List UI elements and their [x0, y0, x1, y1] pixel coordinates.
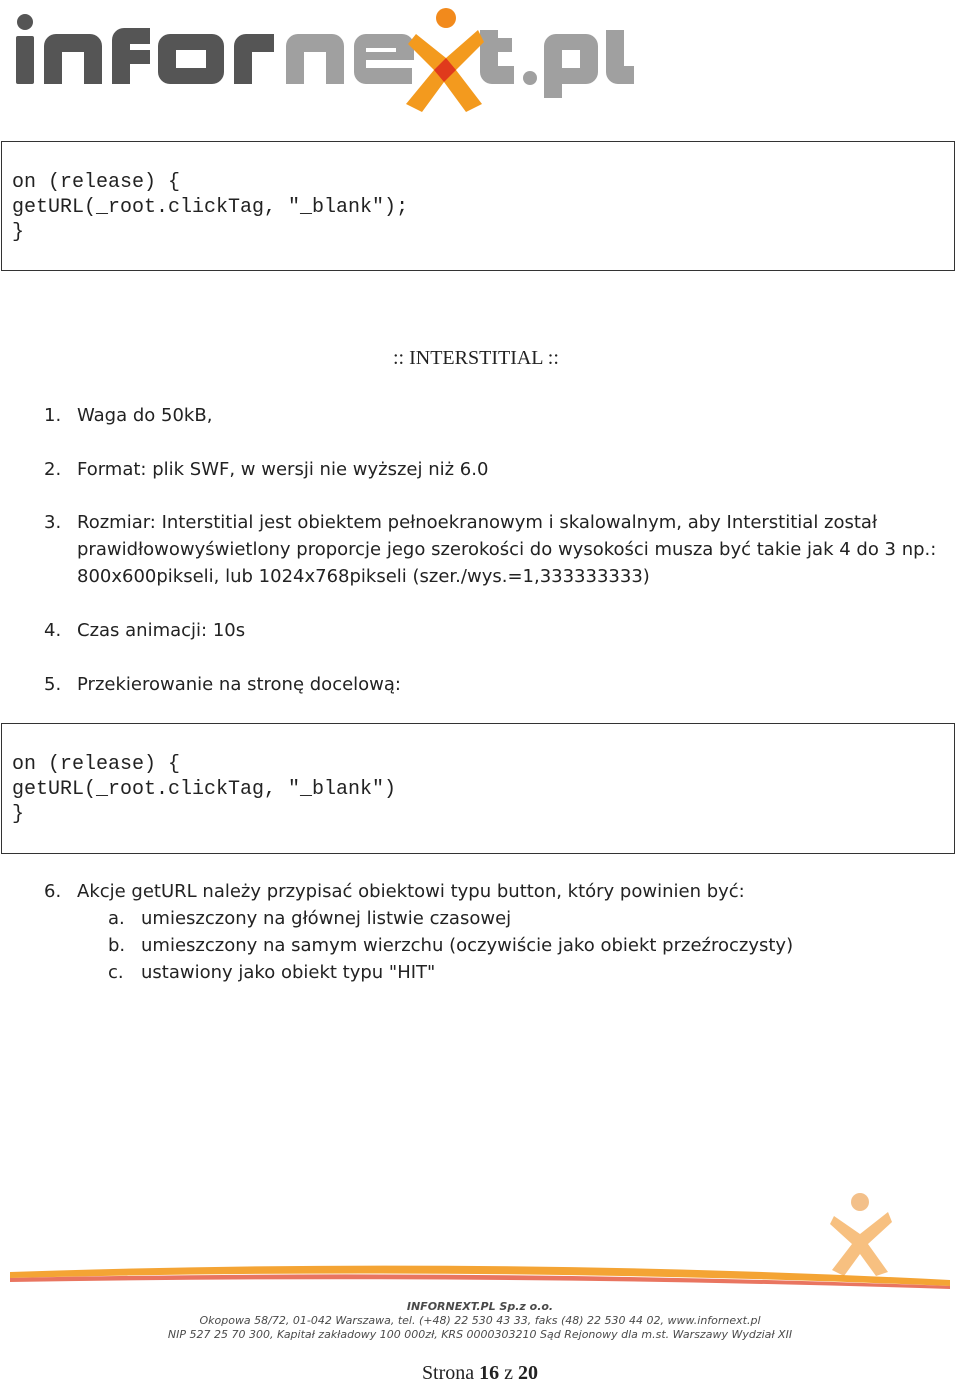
list-text: 800x600pikseli, lub 1024x768pikseli (szer./wys.=1,333333333)	[77, 566, 650, 587]
list-item	[0, 512, 960, 592]
list-text: prawidłowowyświetlony proporcje jego szerokości do wysokości musza być takie jak 4 do 3 np.:	[77, 539, 937, 560]
footer-company: INFORNEXT.PL Sp.z o.o.	[406, 1300, 554, 1313]
list-text: Format: plik SWF, w wersji nie wyższej niż 6.0	[77, 459, 489, 480]
code-line: }	[12, 221, 25, 244]
sub-list-text: ustawiony jako obiekt typu "HIT"	[141, 962, 436, 983]
list-text: Przekierowanie na stronę docelową:	[77, 674, 401, 695]
list-number: 1.	[44, 405, 62, 426]
sub-list-item	[0, 962, 960, 986]
list-number: 3.	[44, 512, 62, 533]
list-item	[0, 881, 960, 905]
code-line: on (release) {	[12, 753, 181, 776]
sub-list-item	[0, 935, 960, 959]
code-line: getURL(_root.clickTag, "_blank");	[12, 196, 409, 219]
orange-figure-icon	[406, 8, 484, 112]
code-line: }	[12, 803, 25, 826]
footer-swoosh	[10, 1262, 950, 1292]
list-item	[0, 459, 960, 483]
list-text: Czas animacji: 10s	[77, 620, 246, 641]
footer-address: Okopowa 58/72, 01-042 Warszawa, tel. (+48) 22 530 43 33, faks (48) 22 530 44 02, www.infornext.pl	[199, 1314, 761, 1327]
infornext-logo	[8, 0, 648, 120]
page-of: z	[504, 1362, 514, 1384]
code-line: on (release) {	[12, 171, 181, 194]
sub-list-text: umieszczony na głównej listwie czasowej	[141, 908, 512, 929]
page-number	[0, 1362, 960, 1385]
code-block	[1, 141, 955, 271]
page-current: 16	[479, 1362, 500, 1384]
list-item	[0, 620, 960, 644]
code-block	[1, 723, 955, 854]
list-number: 5.	[44, 674, 62, 695]
sub-list-letter: c.	[108, 962, 124, 983]
list-number: 6.	[44, 881, 62, 902]
section-title: :: INTERSTITIAL ::	[393, 347, 559, 369]
sub-list-letter: b.	[108, 935, 126, 956]
list-number: 2.	[44, 459, 62, 480]
footer-registry: NIP 527 25 70 300, Kapitał zakładowy 100 000zł, KRS 0000303210 Sąd Rejonowy dla m.st. Warszawy Wydział XII	[167, 1328, 793, 1341]
page-prefix: Strona	[421, 1362, 475, 1384]
sub-list-item	[0, 908, 960, 932]
list-text: Akcje getURL należy przypisać obiektowi typu button, który powinien być:	[77, 881, 745, 902]
sub-list-letter: a.	[108, 908, 125, 929]
list-text: Rozmiar: Interstitial jest obiektem pełnoekranowym i skalowalnym, aby Interstitial został	[77, 512, 878, 533]
list-item	[0, 405, 960, 429]
list-item	[0, 674, 960, 698]
list-text: Waga do 50kB,	[77, 405, 213, 426]
page-total: 20	[518, 1362, 539, 1384]
sub-list-text: umieszczony na samym wierzchu (oczywiście jako obiekt przeźroczysty)	[141, 935, 794, 956]
code-line: getURL(_root.clickTag, "_blank")	[12, 778, 397, 801]
list-number: 4.	[44, 620, 62, 641]
